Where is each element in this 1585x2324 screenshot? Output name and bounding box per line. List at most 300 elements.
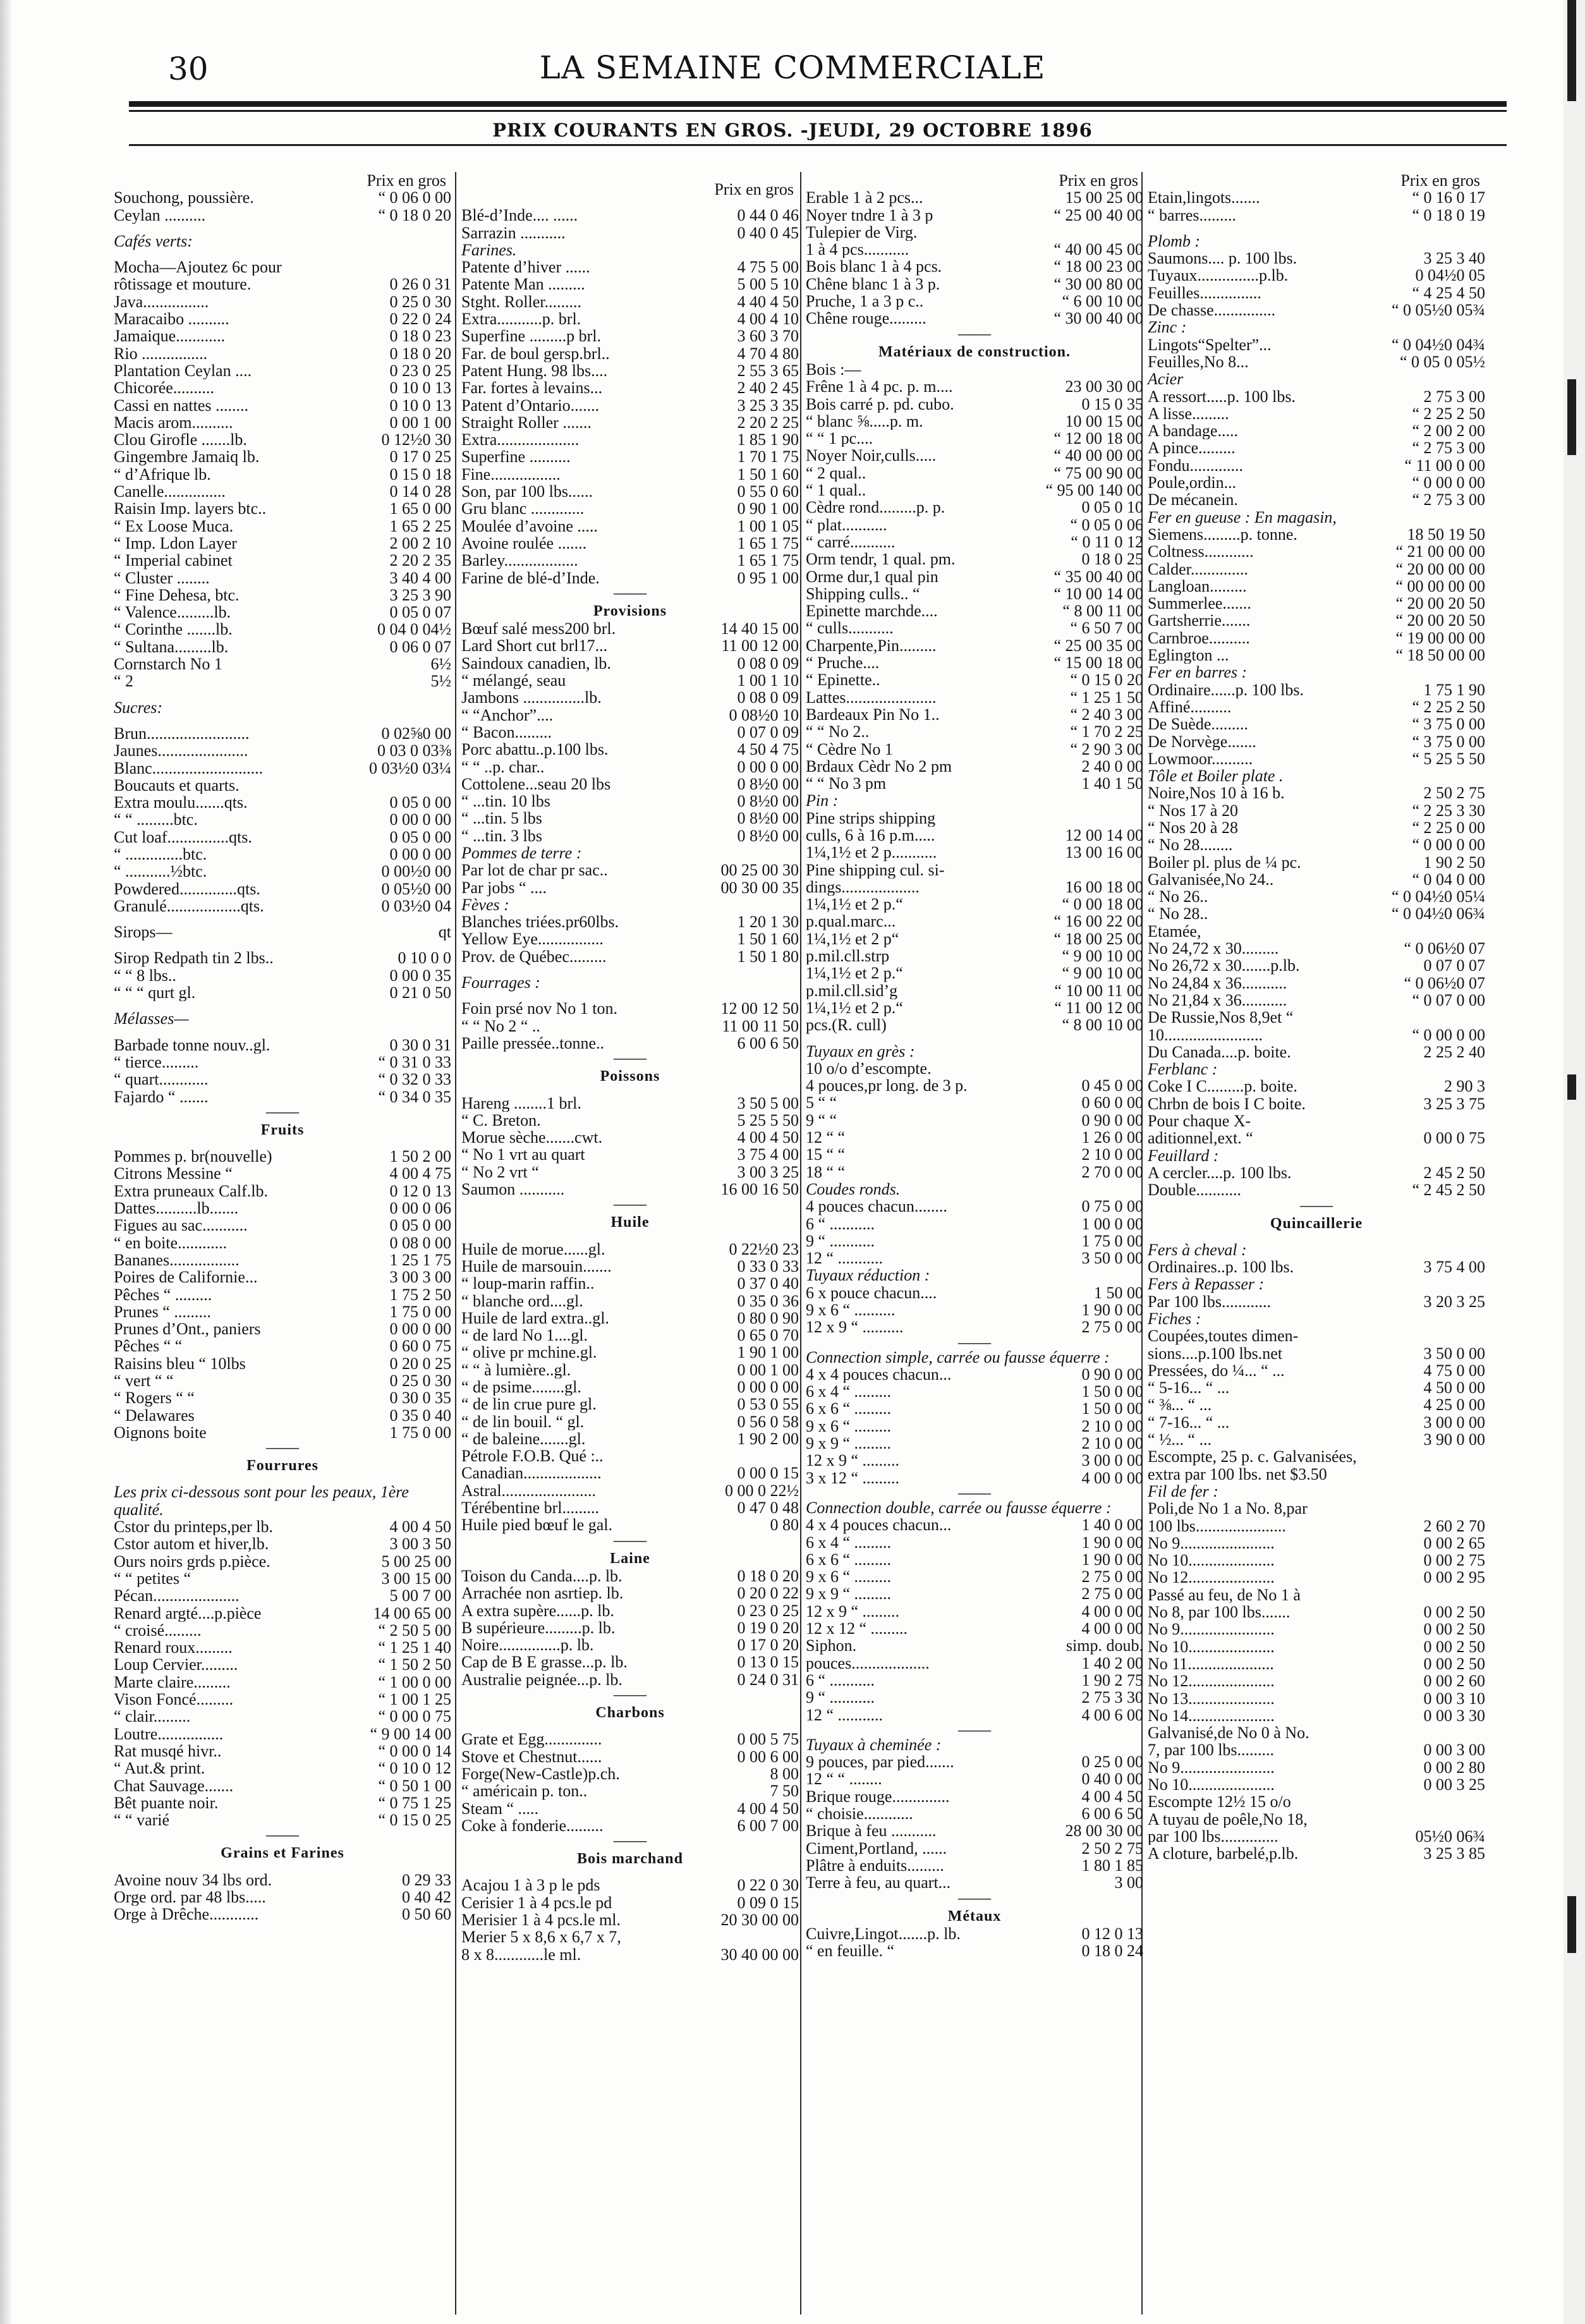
commodity-label: culls, 6 à 16 p.m..... <box>806 826 935 844</box>
price-value <box>1481 923 1485 940</box>
price-value: “ 11 00 0 00 <box>1404 456 1485 475</box>
commodity-label: Ours noirs grds p.pièce. <box>114 1552 270 1570</box>
spacer <box>461 1868 799 1877</box>
commodity-label: rôtissage et mouture. <box>114 276 252 293</box>
price-row <box>806 1672 1143 1689</box>
price-row <box>1148 630 1485 647</box>
price-row <box>1148 250 1485 267</box>
commodity-label: Pour chaque X- <box>1148 1112 1251 1130</box>
price-value: “ 0 04½0 06¾ <box>1391 905 1485 923</box>
price-value: 3 50 5 00 <box>737 1094 799 1112</box>
commodity-label: Double........... <box>1148 1181 1242 1199</box>
price-value: 0 40 0 45 <box>737 224 799 241</box>
commodity-label: “ 7-16... “ ... <box>1148 1413 1230 1432</box>
commodity-label: “ “ 1 pc.... <box>806 430 873 447</box>
price-value: 0 30 0 35 <box>389 1389 451 1407</box>
price-value <box>447 259 451 276</box>
commodity-label: “ Delawares <box>114 1406 195 1424</box>
price-value: 0 00 1 00 <box>737 1361 799 1378</box>
price-value: 4 75 0 00 <box>1423 1361 1485 1380</box>
price-row <box>461 1464 799 1481</box>
commodity-label: “ “ No 2.. <box>806 723 870 741</box>
commodity-label: Brdaux Cèdr No 2 pm <box>806 757 952 776</box>
price-row <box>461 207 799 224</box>
price-value: “ 0 00 18 00 <box>1062 896 1143 913</box>
subsection-heading: Fil de fer : <box>1148 1481 1218 1500</box>
spacer <box>461 1722 799 1731</box>
price-value: 2 55 3 65 <box>737 362 799 380</box>
price-value: “ 95 00 140 00 <box>1045 482 1143 499</box>
commodity-label: Gingembre Jamaiq lb. <box>114 448 260 466</box>
price-value: 23 00 30 00 <box>1065 378 1143 396</box>
commodity-label: Raisins bleu “ 10lbs <box>114 1354 246 1372</box>
commodity-label: 12 x 9 “ ......... <box>806 1602 900 1621</box>
price-value: 0 15 0 35 <box>1081 395 1143 413</box>
price-row <box>806 1753 1143 1770</box>
price-row <box>1148 854 1485 871</box>
spacer <box>1148 224 1485 233</box>
price-value: 0 13 0 15 <box>737 1653 799 1671</box>
commodity-label: Escompte 12½ 15 o/o <box>1148 1793 1291 1811</box>
price-row <box>1148 543 1485 560</box>
subsection-heading: Fers à Repasser : <box>1148 1275 1265 1294</box>
price-value: 3 00 0 00 <box>1423 1413 1485 1432</box>
price-row <box>806 1655 1143 1672</box>
price-row <box>461 948 799 965</box>
price-row <box>461 362 799 379</box>
price-value: 3 50 0 00 <box>1081 1250 1143 1267</box>
section-divider: —— <box>958 1720 991 1739</box>
price-value <box>1481 1466 1485 1483</box>
price-value: 0 00 6 00 <box>737 1748 799 1765</box>
spacer <box>114 250 451 259</box>
commodity-label: 4 pouces,pr long. de 3 p. <box>806 1077 968 1095</box>
commodity-label: Galvanisée,No 24.. <box>1148 870 1274 889</box>
price-value: 2 75 0 00 <box>1081 1318 1143 1336</box>
price-value: “ 25 00 35 00 <box>1054 636 1143 655</box>
price-row <box>461 379 799 396</box>
commodity-label: Chrbn de bois I C boite. <box>1148 1095 1306 1113</box>
commodity-label: Tulepier de Virg. <box>806 223 918 241</box>
price-row <box>461 1275 799 1292</box>
price-value: “ 00 00 00 00 <box>1395 577 1485 595</box>
price-value: 0 55 0 60 <box>737 483 799 501</box>
commodity-label: No 13..................... <box>1148 1689 1275 1707</box>
commodity-label: “ tierce......... <box>114 1053 199 1071</box>
price-row <box>1148 1638 1485 1655</box>
price-value: “ 6 00 10 00 <box>1062 293 1143 310</box>
price-row <box>806 602 1143 619</box>
commodity-label: “ de baleine.......gl. <box>461 1430 586 1448</box>
price-row <box>806 258 1143 275</box>
price-value: 0 90 0 00 <box>1081 1365 1143 1384</box>
price-row <box>806 1942 1143 1959</box>
commodity-label: Sirops— <box>114 923 173 941</box>
price-row <box>461 259 799 276</box>
price-value: 3 25 3 40 <box>1423 250 1485 267</box>
price-value: 0 25 0 30 <box>389 293 451 311</box>
price-value: 0 90 0 00 <box>1081 1111 1143 1129</box>
price-row <box>1148 1690 1485 1707</box>
price-value: 0 07 0 09 <box>737 723 799 741</box>
price-value: 0 8½0 00 <box>737 810 799 827</box>
price-value: 0 18 0 20 <box>737 1567 799 1585</box>
price-value: 14 00 65 00 <box>373 1604 451 1622</box>
price-row <box>114 1148 451 1165</box>
spacer <box>461 172 799 181</box>
commodity-label: No 10..................... <box>1148 1776 1275 1794</box>
price-row <box>114 1639 451 1656</box>
commodity-label: Brique rouge.............. <box>806 1787 950 1806</box>
price-value: 3 00 3 50 <box>389 1535 451 1553</box>
price-value: 3 00 3 00 <box>389 1268 451 1286</box>
price-value: 12 00 12 50 <box>720 1000 799 1018</box>
commodity-label: Hareng ........1 brl. <box>461 1094 581 1112</box>
subsection-heading: Plomb : <box>1148 231 1201 250</box>
commodity-label: p.qual.marc... <box>806 913 896 930</box>
price-value: 0 80 <box>770 1516 799 1534</box>
price-row <box>461 397 799 414</box>
price-value: 0 00 2 50 <box>1423 1655 1485 1673</box>
commodity-label: 12 “ ........... <box>806 1706 884 1724</box>
price-value: 1 90 0 00 <box>1081 1301 1143 1319</box>
price-value: 0 18 0 25 <box>1081 551 1143 568</box>
price-value: 2 60 2 70 <box>1423 1517 1485 1535</box>
price-row <box>806 1551 1143 1568</box>
commodity-label: Pressées, do ¼... “ ... <box>1148 1361 1285 1380</box>
commodity-label: Renard argté....p.pièce <box>114 1604 262 1622</box>
price-row <box>461 1800 799 1817</box>
price-value <box>795 1928 799 1945</box>
price-column-4 <box>1148 172 1485 1863</box>
section-divider: —— <box>266 1438 299 1457</box>
commodity-label: Bois blanc 1 à 4 pcs. <box>806 258 942 276</box>
price-value: 0 24 0 31 <box>737 1670 799 1689</box>
price-row <box>806 499 1143 516</box>
price-value: 3 00 <box>1114 1874 1143 1892</box>
subsection-heading: Mélasses— <box>114 1009 189 1028</box>
commodity-label: Patent d’Ontario....... <box>461 396 600 414</box>
price-value: “ 0 06½0 07 <box>1404 940 1485 958</box>
commodity-label: No 14..................... <box>1148 1706 1275 1725</box>
price-row <box>1148 1095 1485 1112</box>
price-value: 0 00 2 65 <box>1423 1534 1485 1552</box>
section-divider: —— <box>614 1195 647 1214</box>
price-row <box>461 861 799 879</box>
price-value: 3 00 3 25 <box>737 1163 799 1181</box>
price-row <box>114 1518 451 1535</box>
price-row <box>114 1407 451 1424</box>
price-value: 0 00 0 06 <box>389 1200 451 1217</box>
commodity-label: No 9....................... <box>1148 1758 1275 1777</box>
commodity-label: Saindoux canadien, lb. <box>461 654 611 672</box>
commodity-label: Terre à feu, au quart... <box>806 1874 951 1892</box>
price-value: “ 30 00 80 00 <box>1054 275 1143 293</box>
price-value: “ 0 10 0 12 <box>378 1760 451 1777</box>
spacer <box>114 940 451 949</box>
price-row <box>461 776 799 793</box>
commodity-label: Cèdre rond.........p. p. <box>806 499 945 516</box>
price-row <box>114 1054 451 1071</box>
commodity-label: “ de lin crue pure gl. <box>461 1396 597 1413</box>
price-value: 2 10 0 00 <box>1081 1435 1143 1452</box>
price-row <box>806 844 1143 861</box>
price-value: “ 75 00 90 00 <box>1054 464 1143 482</box>
price-row <box>114 587 451 604</box>
price-value: “ 15 00 18 00 <box>1054 654 1143 672</box>
price-row <box>806 964 1143 982</box>
price-row <box>806 706 1143 723</box>
price-row <box>1148 1448 1485 1465</box>
price-row <box>114 1165 451 1182</box>
price-value: 6 00 7 00 <box>737 1816 799 1835</box>
price-value: 0 05 0 10 <box>1081 499 1143 516</box>
price-row <box>1148 1672 1485 1689</box>
price-row <box>114 1656 451 1673</box>
price-row <box>806 1215 1143 1232</box>
price-value: 0 00 0 15 <box>737 1464 799 1482</box>
price-value: 28 00 30 00 <box>1065 1822 1143 1840</box>
price-row <box>461 620 799 637</box>
price-value: “ 0 34 0 35 <box>378 1088 451 1105</box>
price-row <box>1148 1793 1485 1810</box>
column-header-price: Prix en gros <box>714 180 794 198</box>
price-row <box>461 1636 799 1653</box>
page-shadow-left <box>0 0 11 2324</box>
price-value: 2 50 2 75 <box>1423 784 1485 802</box>
price-column-1 <box>114 172 451 1923</box>
commodity-label: “ ...........½btc. <box>114 863 207 880</box>
price-row <box>1148 647 1485 664</box>
commodity-label: aditionnel,ext. “ <box>1148 1129 1253 1147</box>
price-value: 3 00 0 00 <box>1081 1452 1143 1469</box>
section-divider: —— <box>958 324 991 343</box>
price-row <box>461 655 799 672</box>
price-row <box>114 1674 451 1691</box>
commodity-label: Cap de B E grasse...p. lb. <box>461 1653 628 1671</box>
price-row <box>1148 189 1485 206</box>
price-row <box>806 361 1143 378</box>
price-value: 4 00 0 00 <box>1081 1469 1143 1487</box>
commodity-label: dings................... <box>806 878 920 896</box>
price-row <box>461 1877 799 1894</box>
price-row <box>114 638 451 655</box>
price-row <box>461 1361 799 1378</box>
price-row <box>1148 888 1485 905</box>
commodity-label: Ordinaires..p. 100 lbs. <box>1148 1258 1294 1276</box>
commodity-label: p.mil.cll.sid’g <box>806 982 898 999</box>
price-row <box>461 1602 799 1619</box>
price-value: 2 50 2 75 <box>1081 1839 1143 1857</box>
commodity-label: 1¼,1½ et 2 p.“ <box>806 896 903 913</box>
commodity-label: Stght. Roller......... <box>461 293 581 311</box>
section-divider: —— <box>958 1483 991 1502</box>
price-value: “ 11 00 12 00 <box>1054 999 1143 1017</box>
price-value: 2 20 2 25 <box>737 413 799 432</box>
price-value: 0 25 0 00 <box>1081 1753 1143 1771</box>
price-row <box>461 793 799 810</box>
price-value: “ 25 00 40 00 <box>1054 206 1143 224</box>
price-row <box>461 672 799 689</box>
commodity-label: Superfine .......... <box>461 448 571 466</box>
commodity-label: Brun......................... <box>114 724 250 743</box>
price-value: “ 3 75 0 00 <box>1412 715 1485 733</box>
price-row <box>1148 940 1485 957</box>
price-row <box>1148 474 1485 491</box>
price-value: 13 00 16 00 <box>1065 844 1143 861</box>
price-row <box>114 880 451 897</box>
price-value: 5 25 5 50 <box>737 1111 799 1129</box>
price-row <box>806 447 1143 464</box>
commodity-label: Plantation Ceylan .... <box>114 362 252 380</box>
price-value: 1 26 0 00 <box>1081 1129 1143 1147</box>
price-value: 0 14 0 28 <box>389 483 451 501</box>
price-row <box>806 396 1143 413</box>
commodity-label: Passé au feu, de No 1 à <box>1148 1586 1301 1604</box>
price-value: 0 00 2 75 <box>1423 1552 1485 1569</box>
commodity-label: Extra.................... <box>461 431 580 449</box>
price-value: 0 18 0 24 <box>1081 1942 1143 1960</box>
price-row <box>461 1378 799 1396</box>
price-value: 0 06 0 07 <box>389 638 451 656</box>
price-row <box>1148 422 1485 439</box>
price-row <box>1148 1500 1485 1517</box>
price-value: 11 00 11 50 <box>722 1017 799 1035</box>
price-value: 2 20 2 35 <box>389 552 451 569</box>
price-row <box>114 863 451 880</box>
price-value: 4 00 4 50 <box>737 1129 799 1147</box>
price-value: 1 90 2 50 <box>1423 853 1485 871</box>
price-value: “ 40 00 45 00 <box>1054 241 1143 259</box>
price-row <box>806 1383 1143 1400</box>
price-value <box>1481 1586 1485 1603</box>
price-row <box>806 1857 1143 1874</box>
price-value: 3 25 3 35 <box>737 396 799 414</box>
price-row <box>806 1620 1143 1637</box>
subsection-heading: Fourrages : <box>461 973 540 992</box>
commodity-label: “ Imperial cabinet <box>114 552 233 569</box>
commodity-label: De Norvège....... <box>1148 733 1256 750</box>
commodity-label: 4 x 4 pouces chacun... <box>806 1516 952 1534</box>
price-row <box>114 293 451 310</box>
commodity-label: Patente d’hiver ...... <box>461 259 590 276</box>
price-row <box>806 1232 1143 1250</box>
price-row <box>461 518 799 535</box>
price-row <box>114 1570 451 1587</box>
price-row <box>114 742 451 759</box>
price-value: 0 12 0 13 <box>1081 1925 1143 1943</box>
commodity-label: Frêne 1 à 4 pc. p. m.... <box>806 378 953 396</box>
price-row <box>461 500 799 517</box>
commodity-label: Orge à Drêche............ <box>114 1906 259 1923</box>
commodity-label: Orge ord. par 48 lbs..... <box>114 1889 266 1906</box>
price-row <box>114 259 451 276</box>
price-value: 0 30 0 31 <box>389 1036 451 1054</box>
price-row <box>806 1585 1143 1602</box>
commodity-label: “ Rogers “ “ <box>114 1389 195 1407</box>
section-divider: —— <box>958 1332 991 1351</box>
subsection-heading: Zinc : <box>1148 318 1187 337</box>
price-row <box>806 654 1143 671</box>
price-row <box>1148 1466 1485 1483</box>
commodity-label: “ ..............btc. <box>114 845 207 863</box>
price-row <box>114 362 451 379</box>
price-value: 4 00 0 00 <box>1081 1620 1143 1638</box>
price-value: “ 8 00 11 00 <box>1062 602 1143 620</box>
price-value: 0 33 0 33 <box>737 1257 799 1275</box>
commodity-label: “ No 1 vrt au quart <box>461 1146 585 1164</box>
price-row <box>114 1777 451 1794</box>
commodity-label: “ “ petites “ <box>114 1569 191 1588</box>
commodity-label: “ No 28........ <box>1148 836 1233 854</box>
price-value: 0 60 0 75 <box>389 1337 451 1355</box>
price-value: 0 44 0 46 <box>737 207 799 224</box>
price-row <box>806 1060 1143 1077</box>
price-value: 14 40 15 00 <box>720 620 799 638</box>
price-row <box>806 1284 1143 1301</box>
price-row <box>114 1605 451 1622</box>
commodity-label: “ No 2 vrt “ <box>461 1163 539 1181</box>
commodity-label: Cerisier 1 à 4 pcs.le pd <box>461 1894 612 1912</box>
commodity-label: Siemens.........p. tonne. <box>1148 525 1297 544</box>
commodity-label: Du Canada....p. boite. <box>1148 1043 1291 1061</box>
commodity-label: 18 “ “ <box>806 1163 846 1181</box>
price-value: 1 85 1 90 <box>737 431 799 449</box>
commodity-label: 12 x 9 “ .......... <box>806 1318 904 1336</box>
price-row <box>114 1553 451 1570</box>
price-row <box>114 1251 451 1268</box>
price-row <box>806 1077 1143 1094</box>
price-row <box>114 1071 451 1088</box>
price-value: “ 3 75 0 00 <box>1412 733 1485 750</box>
commodity-label: “ ...tin. 3 lbs <box>461 827 542 844</box>
commodity-label: Prunes d’Ont., paniers <box>114 1320 261 1338</box>
subsection-heading: Feuillard : <box>1148 1146 1219 1165</box>
price-value: 0 00 5 75 <box>737 1731 799 1748</box>
commodity-label: 1 à 4 pcs........... <box>806 241 909 259</box>
price-row <box>806 1301 1143 1318</box>
commodity-label: Avoine roulée ....... <box>461 534 587 552</box>
price-value: 20 30 00 00 <box>720 1911 799 1929</box>
price-row <box>461 345 799 362</box>
commodity-label: Lowmoor.......... <box>1148 750 1253 768</box>
commodity-label: Noyer tndre 1 à 3 p <box>806 206 933 224</box>
price-value: 15 00 25 00 <box>1065 189 1143 207</box>
price-row <box>1148 802 1485 819</box>
commodity-label: Coltness............ <box>1148 543 1254 561</box>
price-row <box>114 500 451 517</box>
header-rule-thin <box>129 110 1507 112</box>
price-value: 0 22 0 30 <box>737 1877 799 1894</box>
commodity-label: Cassi en nattes ........ <box>114 396 249 414</box>
price-row <box>114 811 451 828</box>
price-row <box>1148 1845 1485 1862</box>
commodity-label: Extra...........p. brl. <box>461 310 581 328</box>
price-row <box>461 879 799 896</box>
commodity-label: Moulée d’avoine ..... <box>461 517 598 535</box>
commodity-label: “ clair......... <box>114 1708 191 1725</box>
price-row <box>461 724 799 741</box>
price-value: 0 25 0 30 <box>389 1372 451 1390</box>
commodity-label: Souchong, poussière. <box>114 189 254 207</box>
price-row <box>1148 698 1485 715</box>
commodity-label: Extra moulu.......qts. <box>114 794 248 812</box>
price-value: 1 75 1 90 <box>1423 681 1485 698</box>
section-divider: —— <box>266 1102 299 1121</box>
commodity-label: Cornstarch No 1 <box>114 655 222 673</box>
price-row <box>461 535 799 552</box>
commodity-label: Huile de morue......gl. <box>461 1240 605 1258</box>
